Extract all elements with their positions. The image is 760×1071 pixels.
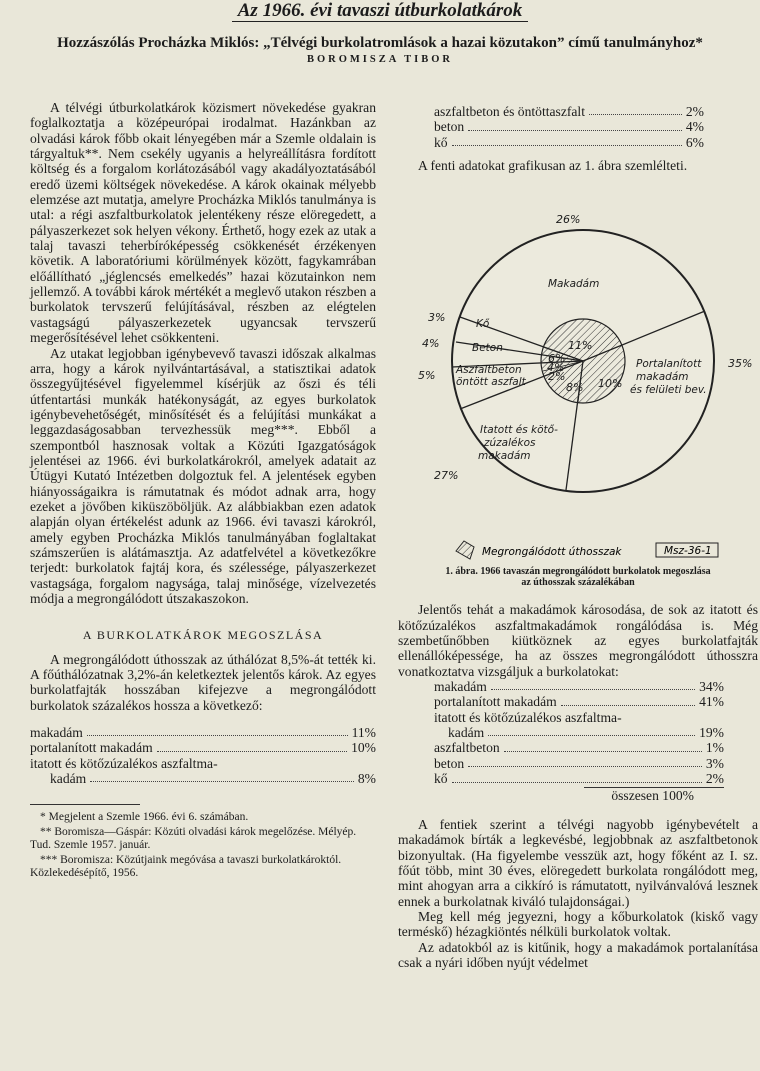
pie-chart-svg — [398, 187, 758, 592]
figure-code: Msz-36-1 — [664, 545, 712, 558]
figure-caption-line2: az úthosszak százalékában — [521, 577, 635, 589]
pct-label: 3% — [428, 311, 446, 325]
slice-label: Portalanított makadám és felületi bev. — [630, 358, 707, 397]
legend-text: Megrongálódott úthosszak — [482, 546, 622, 559]
pct-label: 4% — [422, 337, 440, 351]
paragraph: Meg kell még jegyezni, hogy a kőburkolatok (kiskő vagy terméskő) hézagkiöntés nélküli burkolatok voltak. — [398, 908, 758, 940]
slice-label: Beton — [472, 342, 503, 355]
article-title — [0, 0, 760, 22]
slice-label: Makadám — [548, 278, 600, 291]
footnote: * Megjelent a Szemle 1966. évi 6. számában. — [40, 811, 249, 824]
pct-label: 26% — [556, 213, 581, 227]
paragraph: A fenti adatokat grafikusan az 1. ábra szemlélteti. — [418, 158, 688, 174]
list-item: aszfaltbeton 1% — [434, 740, 724, 756]
section-title: A BURKOLATKÁROK MEGOSZLÁSA — [82, 628, 324, 643]
inner-pct: 4% — [547, 361, 565, 375]
damage-list — [30, 725, 376, 786]
paragraph: Az utakat legjobban igénybevevő tavaszi időszak alkalmas arra, hogy a károk nyilvántartásával, a statisztikai adatok összegyűjtésével figyelemmel kísérjük az őszi és téli útfentartási munkák hatékonyságát, az egyes burkolatok igénybevehetőségét, minősítését és a felújítási munkákat a leggazdaságosabban tervezhessük meg***. Ebből a szempontból hasznosak voltak a Közúti Igazgatóságok jelentései az 1966. évi burkolatkárokról, amelyek adatait az Útügyi Kutató Intézetben dolgoztuk fel. A jelentések egyben hiányosságaikra is rámutatnak és módot adnak arra, hogy ezeket a jövőben kiküszöböljük. Az alábbiakban ezen adatok alapján olyan értékelést adunk az 1966. évi tavaszi károkról, amely egyben Procházka Miklós tanulmányában foglaltakat számszerűen is alátámasztja. Az adatfelvétel a következőkre terjedt: burkolatok fajtáj kora, és szélessége, pályaszerkezet vastagsága, forgalom nagysága, talaj minősége, vízelvezetés módja a megrongálódott útszakaszokon. — [30, 345, 376, 606]
list-item: makadám 11% — [30, 725, 376, 741]
list-item: beton 3% — [434, 755, 724, 771]
list-item: portalanított makadám 10% — [30, 740, 376, 756]
paragraph: A fentiek szerint a télvégi nagyobb igénybevételt a makadámok bírták a legkevésbé, legjobbnak az aszfaltbetonok bizonyultak. (Ha figyelembe vesszük azt, hogy főként az I. sz. főút több, mint 30 éves, elöregedett burkolata rongálódott meg, mint ahogyan arra a cikkíró is rámutatott, nyilvánvalóvá lesznek ennek a burkolatnak kiváló tulajdonságai.) — [398, 816, 758, 909]
list-item: itatott és kötőzúzalékos aszfaltma- — [434, 709, 622, 725]
figure-caption-line1: 1. ábra. 1966 tavaszán megrongálódott burkolatok megoszlása — [445, 566, 711, 578]
right-column — [398, 104, 758, 970]
inner-pct: 11% — [568, 339, 593, 353]
inner-pct: 2% — [548, 370, 566, 384]
paragraph: Jelentős tehát a makadámok károsodása, de sok az itatott és kötőzúzalékos aszfaltmakadámok rongálódása is. Még szembetűnőbben kiütköznek az egyes burkolatfajták ellenállóképessége, ha az összes megrongálódott úthosszra vonatkoztatva vizsgáljuk a burkolatokat: — [398, 602, 758, 679]
list-item: makadám 34% — [434, 679, 724, 695]
inner-pct: 8% — [566, 381, 584, 395]
paragraph: A megrongálódott úthosszak az úthálózat 8,5%-át tették ki. A főúthálózatnak 3,2%-án keletkeztek jelentős károk. Az egyes burkolatfajták hosszában kifejezve a megrongálódott burkolatok százalékos hossza a következő: — [30, 651, 376, 713]
footnote: *** Boromisza: Közútjaink megóvása a tavaszi burkolatkároktól. Közlekedésépítő, 1956. — [30, 854, 342, 880]
footnote-rule — [30, 804, 140, 805]
list-item: aszfaltbeton és öntöttaszfalt 2% — [434, 104, 704, 119]
damage-share-list — [398, 679, 724, 803]
slice-label: Itatott és kötő-zúzalékos makadám — [478, 424, 558, 463]
list-item: kő 2% — [434, 771, 724, 787]
article-title-text: Az 1966. évi tavaszi útburkolatkárok — [232, 0, 529, 22]
article-subtitle: Hozzászólás Procházka Miklós: „Télvégi burkolatromlások a hazai közutakon” című tanulmányhoz* — [57, 35, 703, 51]
slice-label: Kő — [476, 318, 490, 331]
list-total: összesen 100% — [584, 787, 724, 803]
list-item: kadám 8% — [50, 771, 376, 787]
list-item: kő 6% — [434, 134, 704, 150]
slice-label: Aszfaltbeton öntött aszfalt — [456, 364, 526, 389]
inner-pct: 6% — [548, 352, 566, 366]
list-item: beton 4% — [434, 119, 704, 135]
paragraph: A télvégi útburkolatkárok közismert növekedése gyakran foglalkoztatja a középeurópai irodalmat. Hazánkban az olvadási károk főbb okait lényegében már a Szemle oldalain is tárgyaltuk**. Nem csekély ugyanis a helyreállításra fordított költség és a forgalom korlátozásából vagy akadályoztatásából eredő üzemi költségek növekedése. A károk okainak mélyebb elemzése azt mutatja, amelyre Procházka Miklós tanulmánya is utal: a régi aszfaltburkolatok jelentékeny része elöregedett, a pályaszerkezet sok helyen vékony. Érthető, hogy ezek az utak a talaj tavaszi teherbíróképesség csökkenését érzékenyen követik. A laboratóriumi körülmények között, fagykamrában előállítható „jéglencsés emelkedés” hazai közutainkon nem jellemző. A további károk mértékét a meglevő utakon részben a burkolatok tervszerű felújításával, részben az elégtelen vastagságú pályaszerkezetek ugyancsak tervszerű megerősítésével lehet csökkenteni. — [30, 100, 376, 346]
pct-label: 5% — [418, 369, 436, 383]
list-item: portalanított makadám 41% — [434, 694, 724, 710]
article-author: BOROMISZA TIBOR — [306, 54, 454, 65]
list-item: itatott és kötőzúzalékos aszfaltma- — [30, 755, 218, 771]
footnote: ** Boromisza—Gáspár: Közúti olvadási károk megelőzése. Mélyép. Tud. Szemle 1957. január. — [30, 826, 357, 852]
figure-legend — [456, 541, 718, 559]
list-item: kadám 19% — [448, 725, 724, 741]
legend-hatch-swatch — [456, 541, 474, 559]
figure-1-pie-chart — [398, 187, 758, 592]
left-column — [30, 100, 376, 882]
paragraph: Az adatokból az is kitűnik, hogy a makadámok portalanítása csak a nyári időben nyújt védelmet — [398, 939, 758, 970]
inner-pct: 10% — [598, 377, 623, 391]
damage-list-continued — [398, 104, 704, 150]
pct-label: 35% — [728, 357, 753, 371]
pct-label: 27% — [434, 469, 459, 483]
